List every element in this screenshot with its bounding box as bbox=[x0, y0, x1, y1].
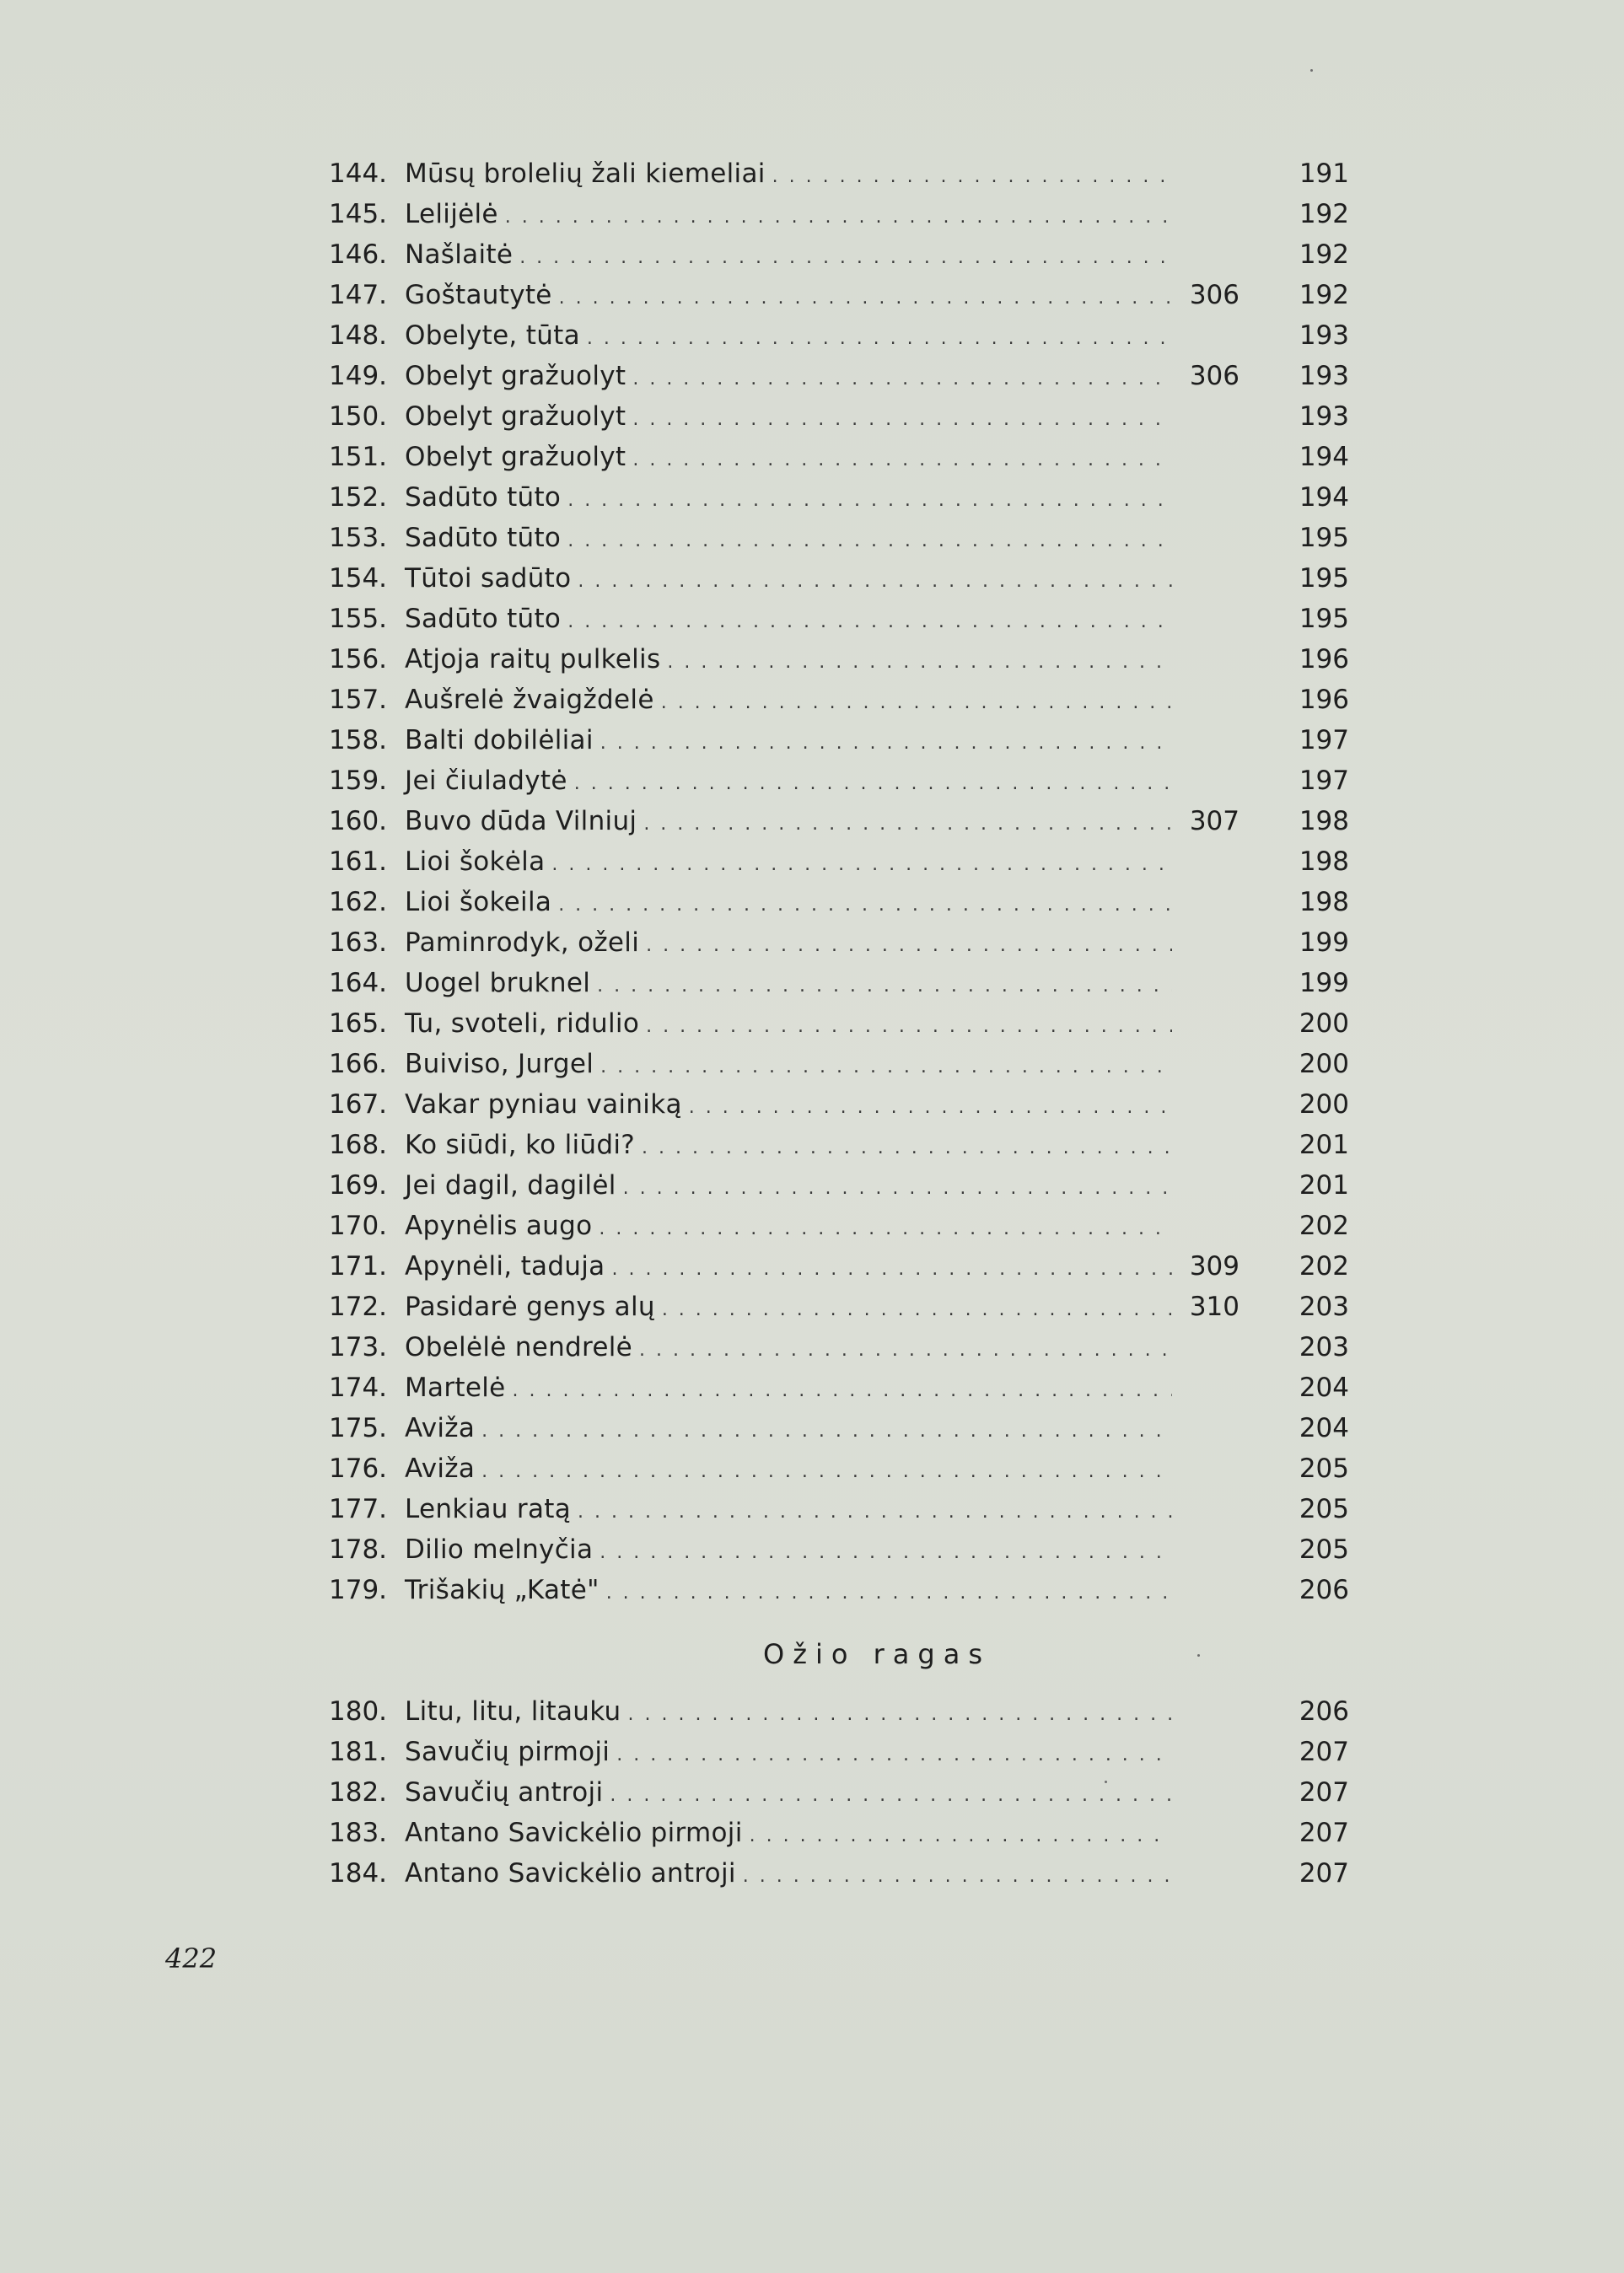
text-page: 201 bbox=[1299, 1130, 1349, 1160]
dot-leader bbox=[750, 1816, 1172, 1857]
entry-title: Obelėlė nendrelė bbox=[405, 1332, 633, 1362]
toc-entry bbox=[329, 801, 1349, 841]
toc-entry bbox=[329, 234, 1349, 275]
page-number: 422 bbox=[165, 1943, 218, 1975]
entry-title: Buvo dūda Vilniuj bbox=[405, 806, 637, 836]
entry-title: Balti dobilėliai bbox=[405, 725, 594, 755]
toc-entry bbox=[329, 1772, 1349, 1813]
dot-leader bbox=[600, 1533, 1172, 1573]
toc-entry bbox=[329, 882, 1349, 922]
entry-title: Tūtoi sadūto bbox=[405, 563, 572, 594]
entry-number: 158. bbox=[329, 725, 388, 755]
toc-entry bbox=[329, 1044, 1349, 1084]
text-page: 196 bbox=[1299, 644, 1349, 674]
toc-entry bbox=[329, 1084, 1349, 1125]
dot-leader bbox=[606, 1573, 1172, 1614]
entry-number: 146. bbox=[329, 239, 388, 270]
toc-entry bbox=[329, 396, 1349, 437]
dot-leader bbox=[611, 1249, 1172, 1290]
dot-leader bbox=[558, 885, 1172, 926]
entry-title: Sadūto tūto bbox=[405, 523, 562, 553]
toc-entry bbox=[329, 153, 1349, 194]
dot-leader bbox=[559, 278, 1172, 319]
text-page: 192 bbox=[1299, 280, 1349, 310]
melody-page: 309 bbox=[1189, 1251, 1240, 1282]
toc-entry bbox=[329, 315, 1349, 356]
entry-number: 173. bbox=[329, 1332, 388, 1362]
toc-entry bbox=[329, 599, 1349, 639]
dot-leader bbox=[567, 481, 1172, 521]
section-heading: Ožio ragas bbox=[763, 1638, 991, 1670]
entry-number: 167. bbox=[329, 1089, 388, 1120]
entry-title: Jei dagil, dagilėl bbox=[405, 1170, 616, 1201]
entry-title: Antano Savickėlio pirmoji bbox=[405, 1818, 743, 1848]
entry-title: Pasidarė genys alų bbox=[405, 1292, 655, 1322]
dot-leader bbox=[481, 1452, 1172, 1492]
toc-entry bbox=[329, 356, 1349, 396]
toc-entry bbox=[329, 1206, 1349, 1246]
entry-title: Lioi šokeila bbox=[405, 887, 552, 917]
text-page: 198 bbox=[1299, 846, 1349, 877]
toc-entry bbox=[329, 1529, 1349, 1570]
table-of-contents bbox=[329, 153, 1349, 1894]
toc-list-section bbox=[329, 1691, 1349, 1894]
entry-title: Obelyte, tūta bbox=[405, 320, 580, 351]
text-page: 192 bbox=[1299, 199, 1349, 229]
text-page: 202 bbox=[1299, 1251, 1349, 1282]
dot-leader bbox=[567, 602, 1172, 642]
dot-leader bbox=[587, 319, 1172, 359]
toc-entry bbox=[329, 1368, 1349, 1408]
dot-leader bbox=[642, 1128, 1172, 1169]
entry-number: 166. bbox=[329, 1049, 388, 1079]
text-page: 197 bbox=[1299, 725, 1349, 755]
entry-number: 165. bbox=[329, 1008, 388, 1039]
text-page: 193 bbox=[1299, 401, 1349, 432]
toc-entry bbox=[329, 1165, 1349, 1206]
text-page: 194 bbox=[1299, 482, 1349, 513]
entry-number: 163. bbox=[329, 927, 388, 958]
toc-entry bbox=[329, 1287, 1349, 1327]
toc-entry bbox=[329, 1732, 1349, 1772]
text-page: 193 bbox=[1299, 320, 1349, 351]
toc-entry bbox=[329, 275, 1349, 315]
dot-leader bbox=[643, 804, 1172, 845]
entry-number: 181. bbox=[329, 1737, 388, 1767]
paper-speck bbox=[1310, 69, 1313, 72]
entry-title: Lioi šokėla bbox=[405, 846, 546, 877]
entry-number: 151. bbox=[329, 442, 388, 472]
entry-number: 154. bbox=[329, 563, 388, 594]
entry-title: Atjoja raitų pulkelis bbox=[405, 644, 661, 674]
entry-title: Obelyt gražuolyt bbox=[405, 401, 626, 432]
toc-entry bbox=[329, 760, 1349, 801]
entry-title: Tu, svoteli, ridulio bbox=[405, 1008, 640, 1039]
dot-leader bbox=[610, 1776, 1172, 1816]
dot-leader bbox=[616, 1735, 1172, 1776]
entry-title: Ko siūdi, ko liūdi? bbox=[405, 1130, 635, 1160]
dot-leader bbox=[632, 400, 1172, 440]
entry-title: Apynėli, taduja bbox=[405, 1251, 605, 1282]
entry-number: 180. bbox=[329, 1696, 388, 1727]
text-page: 196 bbox=[1299, 685, 1349, 715]
entry-number: 152. bbox=[329, 482, 388, 513]
text-page: 200 bbox=[1299, 1008, 1349, 1039]
entry-number: 160. bbox=[329, 806, 388, 836]
toc-entry bbox=[329, 1813, 1349, 1853]
entry-title: Litu, litu, litauku bbox=[405, 1696, 621, 1727]
entry-number: 145. bbox=[329, 199, 388, 229]
toc-entry bbox=[329, 1853, 1349, 1894]
entry-title: Lenkiau ratą bbox=[405, 1494, 572, 1524]
toc-entry bbox=[329, 1570, 1349, 1610]
entry-number: 177. bbox=[329, 1494, 388, 1524]
text-page: 200 bbox=[1299, 1089, 1349, 1120]
entry-title: Sadūto tūto bbox=[405, 604, 562, 634]
text-page: 203 bbox=[1299, 1292, 1349, 1322]
melody-page: 306 bbox=[1189, 280, 1240, 310]
dot-leader bbox=[574, 764, 1172, 804]
text-page: 195 bbox=[1299, 604, 1349, 634]
dot-leader bbox=[597, 966, 1172, 1007]
entry-title: Uogel bruknel bbox=[405, 968, 591, 998]
toc-entry bbox=[329, 1691, 1349, 1732]
toc-entry bbox=[329, 639, 1349, 680]
text-page: 206 bbox=[1299, 1696, 1349, 1727]
toc-entry bbox=[329, 1448, 1349, 1489]
entry-title: Savučių pirmoji bbox=[405, 1737, 610, 1767]
dot-leader bbox=[600, 1047, 1172, 1088]
entry-number: 174. bbox=[329, 1373, 388, 1403]
entry-title: Aviža bbox=[405, 1413, 476, 1443]
toc-entry bbox=[329, 720, 1349, 760]
dot-leader bbox=[632, 359, 1172, 400]
toc-list-main bbox=[329, 153, 1349, 1610]
dot-leader bbox=[600, 723, 1172, 764]
entry-number: 179. bbox=[329, 1575, 388, 1605]
text-page: 199 bbox=[1299, 968, 1349, 998]
dot-leader bbox=[646, 926, 1172, 966]
toc-entry bbox=[329, 680, 1349, 720]
entry-title: Antano Savickėlio antroji bbox=[405, 1858, 736, 1889]
entry-number: 156. bbox=[329, 644, 388, 674]
text-page: 195 bbox=[1299, 563, 1349, 594]
entry-title: Aviža bbox=[405, 1454, 476, 1484]
entry-number: 183. bbox=[329, 1818, 388, 1848]
entry-number: 147. bbox=[329, 280, 388, 310]
dot-leader bbox=[599, 1209, 1172, 1249]
text-page: 200 bbox=[1299, 1049, 1349, 1079]
text-page: 203 bbox=[1299, 1332, 1349, 1362]
entry-number: 157. bbox=[329, 685, 388, 715]
entry-number: 169. bbox=[329, 1170, 388, 1201]
entry-number: 155. bbox=[329, 604, 388, 634]
text-page: 197 bbox=[1299, 766, 1349, 796]
toc-entry bbox=[329, 477, 1349, 518]
entry-number: 149. bbox=[329, 361, 388, 391]
melody-page: 310 bbox=[1189, 1292, 1240, 1322]
dot-leader bbox=[551, 845, 1172, 885]
dot-leader bbox=[567, 521, 1172, 562]
toc-entry bbox=[329, 1003, 1349, 1044]
entry-title: Martelė bbox=[405, 1373, 506, 1403]
toc-entry bbox=[329, 558, 1349, 599]
text-page: 193 bbox=[1299, 361, 1349, 391]
dot-leader bbox=[661, 683, 1172, 723]
entry-number: 170. bbox=[329, 1211, 388, 1241]
toc-entry bbox=[329, 922, 1349, 963]
entry-number: 175. bbox=[329, 1413, 388, 1443]
paper-speck bbox=[1105, 1781, 1107, 1783]
text-page: 205 bbox=[1299, 1454, 1349, 1484]
dot-leader bbox=[743, 1857, 1172, 1897]
toc-entry bbox=[329, 841, 1349, 882]
dot-leader bbox=[772, 157, 1172, 197]
dot-leader bbox=[481, 1411, 1172, 1452]
entry-title: Buiviso, Jurgel bbox=[405, 1049, 594, 1079]
text-page: 195 bbox=[1299, 523, 1349, 553]
entry-number: 144. bbox=[329, 159, 388, 189]
entry-title: Apynėlis augo bbox=[405, 1211, 593, 1241]
toc-entry bbox=[329, 1246, 1349, 1287]
toc-entry bbox=[329, 1408, 1349, 1448]
text-page: 207 bbox=[1299, 1818, 1349, 1848]
dot-leader bbox=[578, 1492, 1172, 1533]
text-page: 204 bbox=[1299, 1413, 1349, 1443]
entry-number: 178. bbox=[329, 1534, 388, 1565]
text-page: 204 bbox=[1299, 1373, 1349, 1403]
entry-number: 168. bbox=[329, 1130, 388, 1160]
entry-number: 171. bbox=[329, 1251, 388, 1282]
entry-title: Goštautytė bbox=[405, 280, 552, 310]
entry-number: 176. bbox=[329, 1454, 388, 1484]
dot-leader bbox=[646, 1007, 1172, 1047]
dot-leader bbox=[505, 197, 1172, 238]
entry-title: Trišakių „Katė" bbox=[405, 1575, 600, 1605]
melody-page: 307 bbox=[1189, 806, 1240, 836]
entry-title: Vakar pyniau vainiką bbox=[405, 1089, 682, 1120]
text-page: 191 bbox=[1299, 159, 1349, 189]
text-page: 194 bbox=[1299, 442, 1349, 472]
entry-number: 164. bbox=[329, 968, 388, 998]
text-page: 198 bbox=[1299, 887, 1349, 917]
toc-entry bbox=[329, 1489, 1349, 1529]
text-page: 205 bbox=[1299, 1494, 1349, 1524]
text-page: 207 bbox=[1299, 1737, 1349, 1767]
dot-leader bbox=[689, 1088, 1172, 1128]
dot-leader bbox=[662, 1290, 1172, 1330]
text-page: 207 bbox=[1299, 1777, 1349, 1808]
text-page: 198 bbox=[1299, 806, 1349, 836]
dot-leader bbox=[578, 562, 1172, 602]
text-page: 202 bbox=[1299, 1211, 1349, 1241]
entry-number: 150. bbox=[329, 401, 388, 432]
text-page: 192 bbox=[1299, 239, 1349, 270]
dot-leader bbox=[623, 1169, 1172, 1209]
dot-leader bbox=[667, 642, 1172, 683]
text-page: 207 bbox=[1299, 1858, 1349, 1889]
toc-entry bbox=[329, 194, 1349, 234]
entry-number: 161. bbox=[329, 846, 388, 877]
text-page: 206 bbox=[1299, 1575, 1349, 1605]
toc-entry bbox=[329, 1327, 1349, 1368]
entry-title: Obelyt gražuolyt bbox=[405, 361, 626, 391]
toc-entry bbox=[329, 963, 1349, 1003]
entry-number: 182. bbox=[329, 1777, 388, 1808]
entry-title: Jei čiuladytė bbox=[405, 766, 567, 796]
entry-number: 153. bbox=[329, 523, 388, 553]
dot-leader bbox=[513, 1371, 1172, 1411]
entry-title: Aušrelė žvaigždelė bbox=[405, 685, 654, 715]
melody-page: 306 bbox=[1189, 361, 1240, 391]
toc-entry bbox=[329, 1125, 1349, 1165]
text-page: 199 bbox=[1299, 927, 1349, 958]
paper-speck bbox=[1197, 1654, 1200, 1657]
entry-number: 162. bbox=[329, 887, 388, 917]
toc-entry bbox=[329, 518, 1349, 558]
entry-title: Dilio melnyčia bbox=[405, 1534, 594, 1565]
entry-title: Paminrodyk, oželi bbox=[405, 927, 640, 958]
text-page: 201 bbox=[1299, 1170, 1349, 1201]
text-page: 205 bbox=[1299, 1534, 1349, 1565]
entry-number: 184. bbox=[329, 1858, 388, 1889]
entry-title: Mūsų brolelių žali kiemeliai bbox=[405, 159, 766, 189]
dot-leader bbox=[519, 238, 1172, 278]
entry-number: 159. bbox=[329, 766, 388, 796]
dot-leader bbox=[628, 1695, 1172, 1735]
dot-leader bbox=[639, 1330, 1172, 1371]
entry-title: Obelyt gražuolyt bbox=[405, 442, 626, 472]
entry-number: 148. bbox=[329, 320, 388, 351]
entry-title: Savučių antroji bbox=[405, 1777, 604, 1808]
dot-leader bbox=[632, 440, 1172, 481]
entry-title: Našlaitė bbox=[405, 239, 514, 270]
entry-title: Lelijėlė bbox=[405, 199, 498, 229]
entry-title: Sadūto tūto bbox=[405, 482, 562, 513]
toc-entry bbox=[329, 437, 1349, 477]
entry-number: 172. bbox=[329, 1292, 388, 1322]
